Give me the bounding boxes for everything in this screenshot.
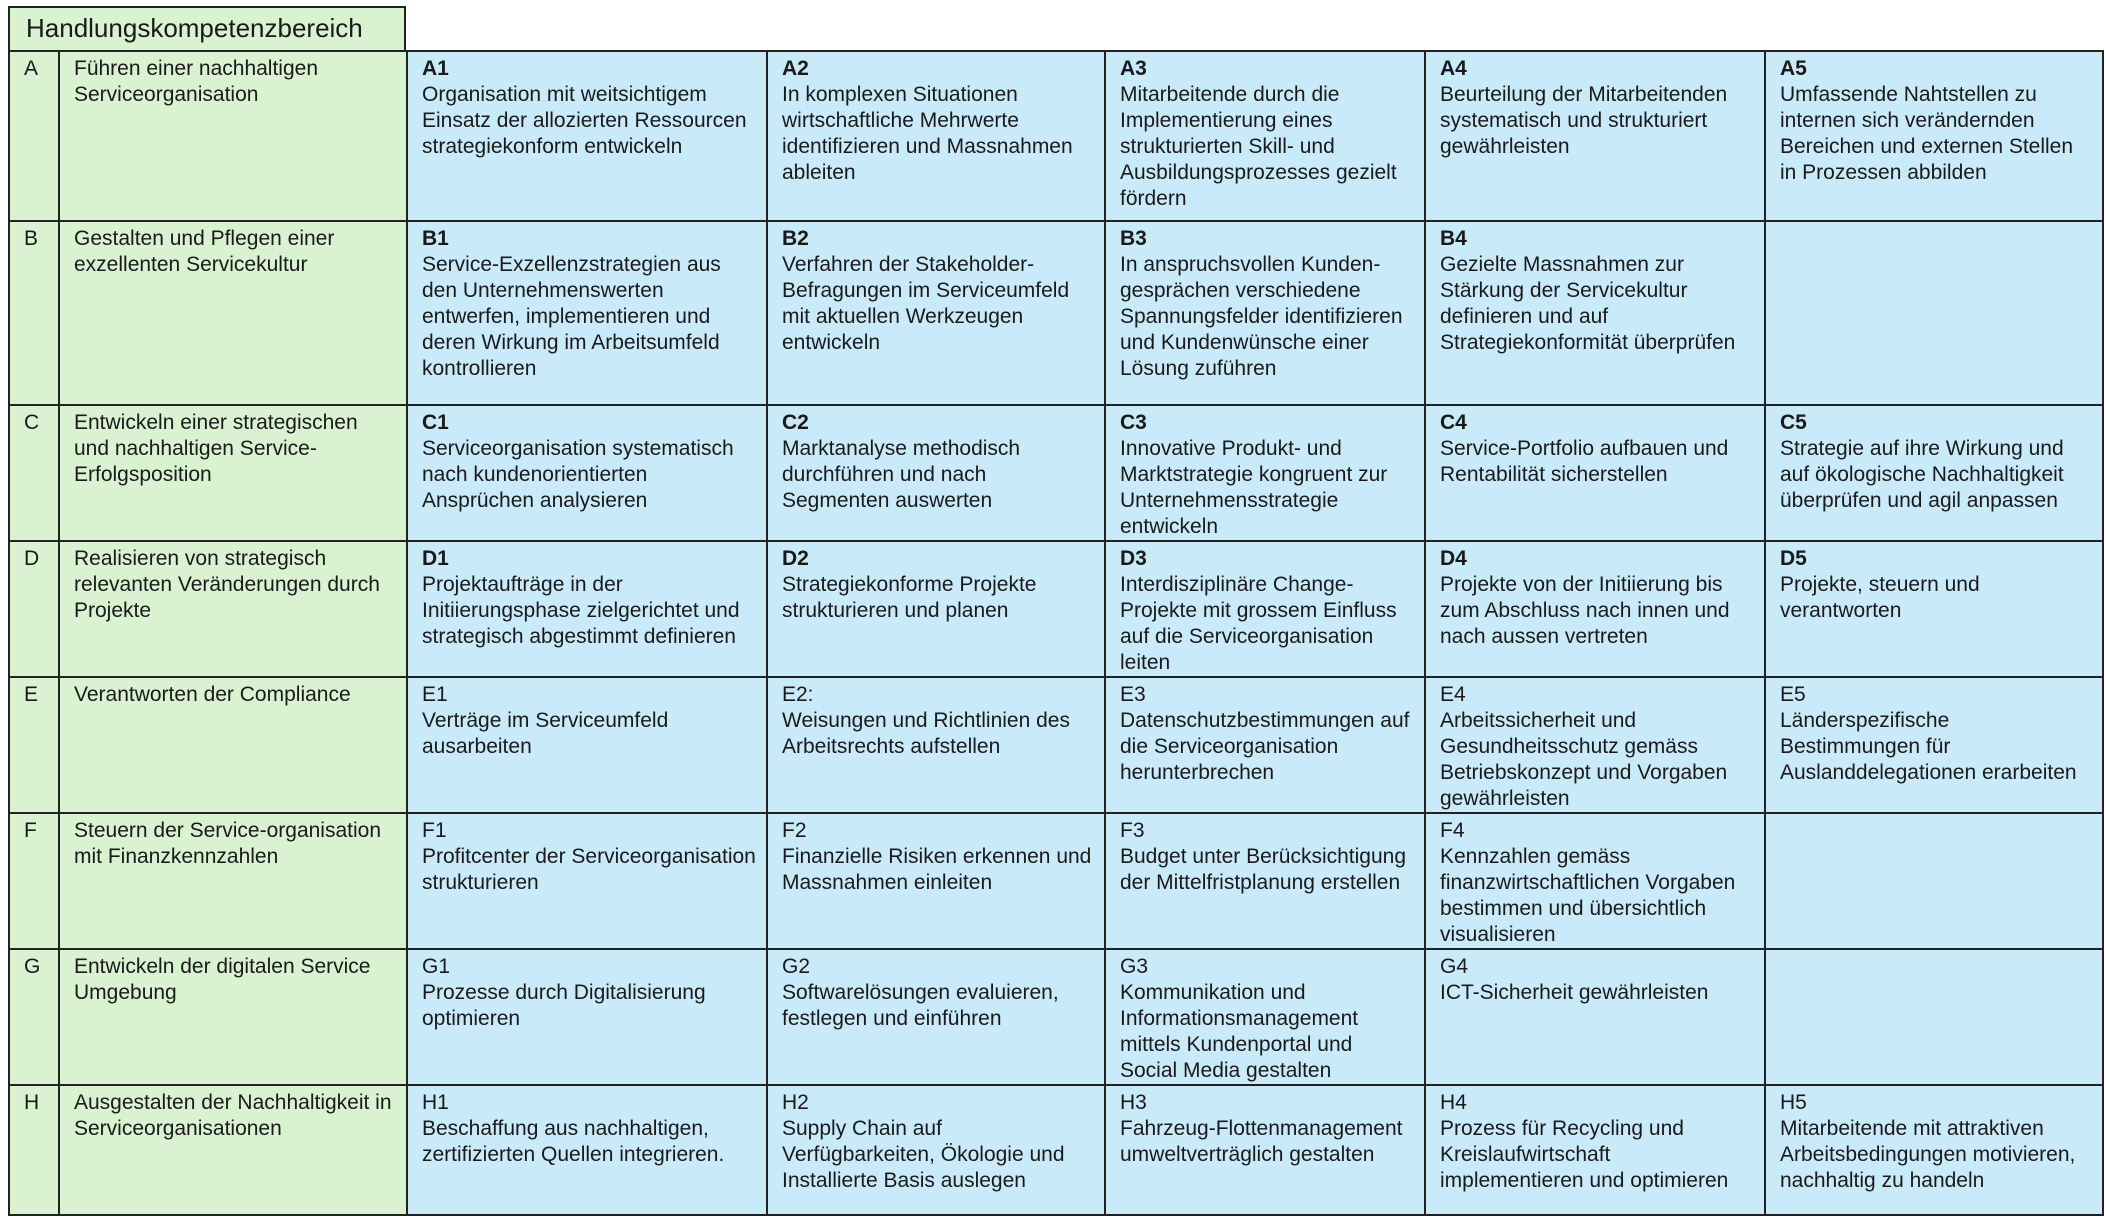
competence-code: G3 — [1120, 955, 1149, 978]
competence-code: F2 — [782, 819, 807, 842]
competence-description: Umfassende Nahtstellen zu internen sich verändernden Bereichen und externen Stellen in Prozessen abbilden — [1780, 83, 2074, 184]
competence-code: H4 — [1440, 1091, 1467, 1114]
competence-description: Interdisziplinäre Change-Projekte mit grossem Einfluss auf die Serviceorganisation leiten — [1120, 573, 1397, 674]
competence-description: Serviceorganisation systematisch nach kundenorientierten Ansprüchen analysieren — [422, 437, 734, 512]
competence-cell — [407, 813, 767, 949]
competence-code: H5 — [1780, 1091, 1807, 1114]
competence-code: G4 — [1440, 955, 1469, 978]
competence-description: In komplexen Situationen wirtschaftliche Mehrwerte identifizieren und Massnahmen ableiten — [782, 83, 1073, 184]
competence-code: E5 — [1780, 683, 1806, 706]
competence-description: Strategiekonforme Projekte strukturieren und planen — [782, 573, 1037, 622]
table-row — [9, 813, 2103, 949]
competence-description: Verfahren der Stakeholder-Befragungen im Serviceumfeld mit aktuellen Werkzeugen entwickeln — [782, 253, 1070, 354]
table-row — [9, 405, 2103, 541]
competence-code: F1 — [422, 819, 447, 842]
competence-code: D1 — [422, 547, 449, 570]
area-letter: H — [9, 1085, 59, 1215]
competence-code: D2 — [782, 547, 809, 570]
competence-description: Kennzahlen gemäss finanzwirtschaftlichen Vorgaben bestimmen und übersichtlich visualisieren — [1440, 845, 1736, 946]
competence-code: A4 — [1440, 57, 1467, 80]
competence-cell — [1425, 1085, 1765, 1215]
competence-cell — [1765, 949, 2103, 1085]
competence-code: F3 — [1120, 819, 1145, 842]
area-name: Gestalten und Pflegen einer exzellenten Servicekultur — [59, 221, 407, 405]
competence-cell — [1425, 949, 1765, 1085]
competence-code: G2 — [782, 955, 811, 978]
competence-cell — [1765, 221, 2103, 405]
table-row — [9, 221, 2103, 405]
area-name: Entwickeln der digitalen Service Umgebung — [59, 949, 407, 1085]
competence-cell — [1765, 405, 2103, 541]
competence-cell — [1105, 541, 1425, 677]
competence-description: Weisungen und Richtlinien des Arbeitsrechts aufstellen — [782, 709, 1070, 758]
competence-cell — [407, 405, 767, 541]
competence-description: Prozesse durch Digitalisierung optimieren — [422, 981, 706, 1030]
competence-cell — [1765, 541, 2103, 677]
area-name: Steuern der Service-organisation mit Finanzkennzahlen — [59, 813, 407, 949]
competence-code: E1 — [422, 683, 448, 706]
competence-code: A2 — [782, 57, 809, 80]
competence-cell — [1425, 405, 1765, 541]
competence-cell — [1765, 677, 2103, 813]
competence-description: Projekte, steuern und verantworten — [1780, 573, 1980, 622]
table-row — [9, 949, 2103, 1085]
competence-code: C4 — [1440, 411, 1467, 434]
competence-cell — [1105, 949, 1425, 1085]
competence-code: B4 — [1440, 227, 1467, 250]
competence-description: ICT-Sicherheit gewährleisten — [1440, 981, 1709, 1004]
competence-code: H2 — [782, 1091, 809, 1114]
competence-cell — [1425, 677, 1765, 813]
competence-description: Finanzielle Risiken erkennen und Massnahmen einleiten — [782, 845, 1092, 894]
competence-description: Prozess für Recycling und Kreislaufwirtschaft implementieren und optimieren — [1440, 1117, 1729, 1192]
competence-cell — [767, 51, 1105, 221]
competence-description: Projektaufträge in der Initiierungsphase zielgerichtet und strategisch abgestimmt definieren — [422, 573, 740, 648]
competence-cell — [1105, 51, 1425, 221]
competence-cell — [1765, 813, 2103, 949]
competence-cell — [1105, 1085, 1425, 1215]
competence-code: E2: — [782, 683, 814, 706]
area-name: Entwickeln einer strategischen und nachhaltigen Service-Erfolgsposition — [59, 405, 407, 541]
competence-cell — [767, 541, 1105, 677]
competence-cell — [1105, 813, 1425, 949]
area-letter: F — [9, 813, 59, 949]
competence-description: Fahrzeug-Flottenmanagement umweltverträglich gestalten — [1120, 1117, 1403, 1166]
area-letter: D — [9, 541, 59, 677]
competence-description: Strategie auf ihre Wirkung und auf ökologische Nachhaltigkeit überprüfen und agil anpassen — [1780, 437, 2064, 512]
competence-description: Datenschutzbestimmungen auf die Serviceorganisation herunterbrechen — [1120, 709, 1410, 784]
competence-cell — [767, 405, 1105, 541]
competence-code: A5 — [1780, 57, 1807, 80]
competence-description: Länderspezifische Bestimmungen für Auslanddelegationen erarbeiten — [1780, 709, 2077, 784]
competence-cell — [767, 813, 1105, 949]
competence-code: H1 — [422, 1091, 449, 1114]
competence-description: Service-Exzellenzstrategien aus den Unternehmenswerten entwerfen, implementieren und deren Wirkung im Arbeitsumfeld kontrollieren — [422, 253, 721, 380]
table-row — [9, 1085, 2103, 1215]
competence-description: Innovative Produkt- und Marktstrategie kongruent zur Unternehmensstrategie entwickeln — [1120, 437, 1388, 538]
competence-cell — [767, 1085, 1105, 1215]
competence-cell — [407, 51, 767, 221]
competence-description: Marktanalyse methodisch durchführen und nach Segmenten auswerten — [782, 437, 1021, 512]
competence-description: Arbeitssicherheit und Gesundheitsschutz gemäss Betriebskonzept und Vorgaben gewährleisten — [1440, 709, 1728, 810]
competence-cell — [1425, 51, 1765, 221]
table-header-title: Handlungskompetenzbereich — [8, 6, 406, 50]
competence-code: D5 — [1780, 547, 1807, 570]
area-name: Realisieren von strategisch relevanten Veränderungen durch Projekte — [59, 541, 407, 677]
competence-code: B2 — [782, 227, 809, 250]
competence-cell — [407, 949, 767, 1085]
competence-code: G1 — [422, 955, 451, 978]
table-row — [9, 51, 2103, 221]
competence-code: E3 — [1120, 683, 1146, 706]
competence-code: C1 — [422, 411, 449, 434]
competence-code: B3 — [1120, 227, 1147, 250]
competence-cell — [1765, 1085, 2103, 1215]
competence-description: Supply Chain auf Verfügbarkeiten, Ökologie und Installierte Basis auslegen — [782, 1117, 1065, 1192]
competence-code: D3 — [1120, 547, 1147, 570]
competence-cell — [1425, 813, 1765, 949]
competence-description: Service-Portfolio aufbauen und Rentabilität sicherstellen — [1440, 437, 1729, 486]
competence-description: In anspruchsvollen Kunden-gesprächen verschiedene Spannungsfelder identifizieren und Kundenwünsche einer Lösung zuführen — [1120, 253, 1403, 380]
area-letter: G — [9, 949, 59, 1085]
competence-cell — [767, 221, 1105, 405]
competence-code: A3 — [1120, 57, 1147, 80]
competence-description: Projekte von der Initiierung bis zum Abschluss nach innen und nach aussen vertreten — [1440, 573, 1730, 648]
table-row — [9, 541, 2103, 677]
competence-description: Profitcenter der Serviceorganisation strukturieren — [422, 845, 756, 894]
competence-description: Verträge im Serviceumfeld ausarbeiten — [422, 709, 669, 758]
competence-code: F4 — [1440, 819, 1465, 842]
competence-code: H3 — [1120, 1091, 1147, 1114]
area-name: Verantworten der Compliance — [59, 677, 407, 813]
area-letter: E — [9, 677, 59, 813]
competence-cell — [767, 949, 1105, 1085]
competence-table — [8, 50, 2104, 1216]
competence-description: Organisation mit weitsichtigem Einsatz der allozierten Ressourcen strategiekonform entwickeln — [422, 83, 747, 158]
area-letter: C — [9, 405, 59, 541]
competence-description: Beschaffung aus nachhaltigen, zertifizierten Quellen integrieren. — [422, 1117, 725, 1166]
competence-cell — [1105, 405, 1425, 541]
competence-description: Kommunikation und Informationsmanagement mittels Kundenportal und Social Media gestalten — [1120, 981, 1359, 1082]
competence-cell — [1425, 221, 1765, 405]
competence-cell — [407, 541, 767, 677]
competence-cell — [1425, 541, 1765, 677]
competence-description: Mitarbeitende mit attraktiven Arbeitsbedingungen motivieren, nachhaltig zu handeln — [1780, 1117, 2076, 1192]
competence-code: B1 — [422, 227, 449, 250]
area-letter: B — [9, 221, 59, 405]
competence-cell — [407, 1085, 767, 1215]
table-row — [9, 677, 2103, 813]
competence-cell — [1105, 221, 1425, 405]
competence-code: E4 — [1440, 683, 1466, 706]
competence-code: D4 — [1440, 547, 1467, 570]
competence-description: Beurteilung der Mitarbeitenden systematisch und strukturiert gewährleisten — [1440, 83, 1728, 158]
area-letter: A — [9, 51, 59, 221]
competence-cell — [407, 677, 767, 813]
competence-cell — [407, 221, 767, 405]
competence-code: C2 — [782, 411, 809, 434]
competence-description: Budget unter Berücksichtigung der Mittelfristplanung erstellen — [1120, 845, 1407, 894]
competence-cell — [767, 677, 1105, 813]
competence-cell — [1765, 51, 2103, 221]
competence-code: C5 — [1780, 411, 1807, 434]
area-name: Führen einer nachhaltigen Serviceorganisation — [59, 51, 407, 221]
competence-code: C3 — [1120, 411, 1147, 434]
competence-description: Mitarbeitende durch die Implementierung eines strukturierten Skill- und Ausbildungsprozesses gezielt fördern — [1120, 83, 1397, 210]
competence-description: Gezielte Massnahmen zur Stärkung der Servicekultur definieren und auf Strategiekonformität überprüfen — [1440, 253, 1736, 354]
competence-cell — [1105, 677, 1425, 813]
competence-code: A1 — [422, 57, 449, 80]
area-name: Ausgestalten der Nachhaltigkeit in Serviceorganisationen — [59, 1085, 407, 1215]
competence-description: Softwarelösungen evaluieren, festlegen und einführen — [782, 981, 1059, 1030]
